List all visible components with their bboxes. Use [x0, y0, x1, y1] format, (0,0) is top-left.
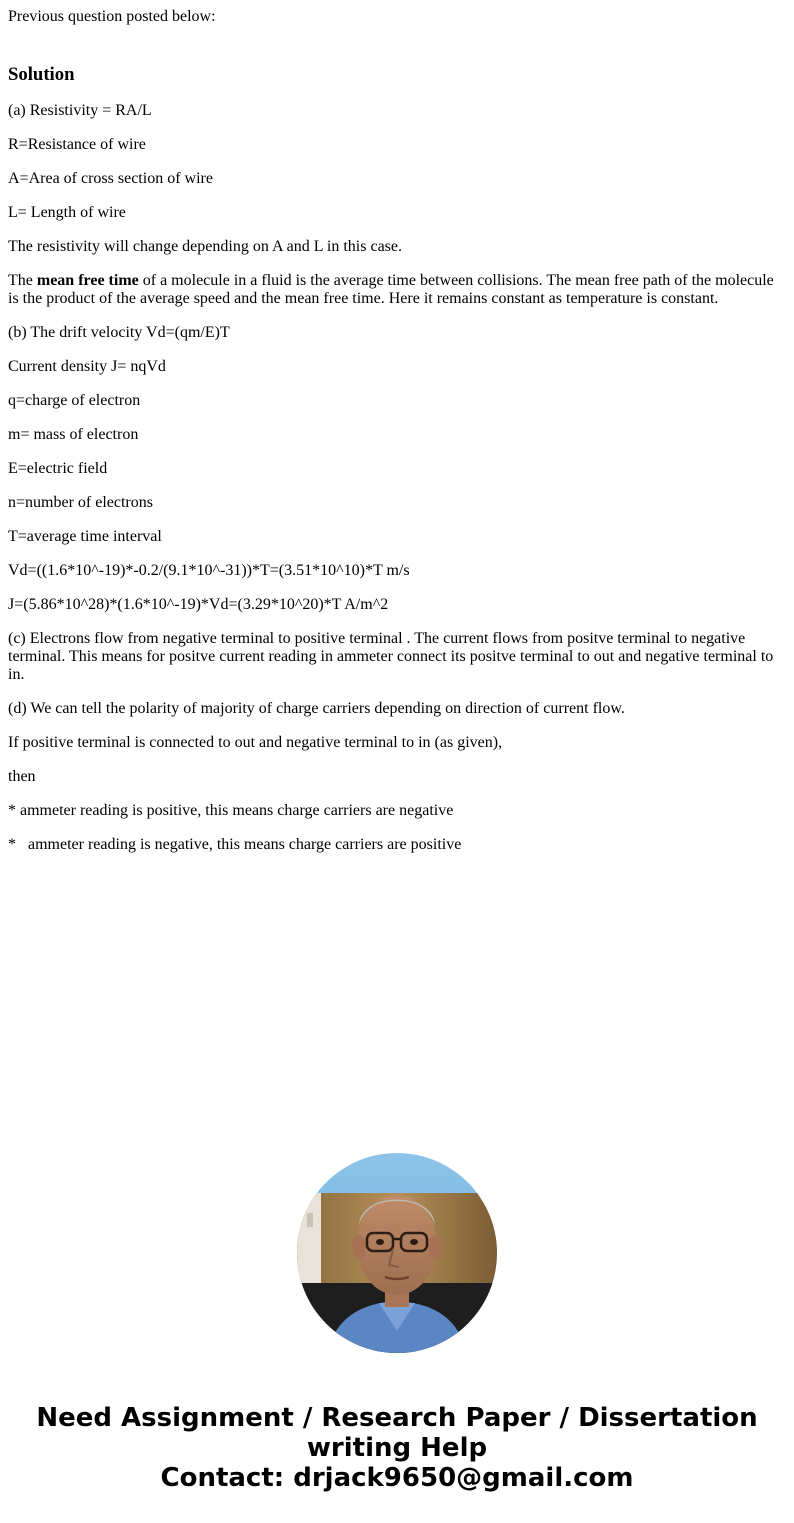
answer-paragraph: * ammeter reading is negative, this means charge carriers are positive	[8, 836, 462, 853]
solution-heading: Solution	[8, 64, 75, 85]
answer-paragraph: E=electric field	[8, 460, 108, 477]
answer-text: The	[8, 272, 37, 289]
answer-paragraph: (a) Resistivity = RA/L	[8, 102, 152, 119]
answer-paragraph: (d) We can tell the polarity of majority of charge carriers depending on direction of current flow.	[8, 700, 625, 717]
bold-term: mean free time	[36, 272, 139, 289]
answer-paragraph: * ammeter reading is positive, this means charge carriers are negative	[8, 802, 454, 819]
answer-paragraph: m= mass of electron	[8, 426, 139, 443]
answer-paragraph: q=charge of electron	[8, 392, 141, 409]
answer-paragraph: (b) The drift velocity Vd=(qm/E)T	[8, 324, 230, 341]
avatar-portrait	[297, 1153, 497, 1353]
promo-footer	[0, 1403, 794, 1493]
answer-paragraph: A=Area of cross section of wire	[8, 170, 213, 187]
answer-paragraph: The resistivity will change depending on A and L in this case.	[8, 238, 402, 255]
page-content	[8, 0, 786, 854]
answer-text: of a molecule in a fluid is the average time between collisions. The mean free path of the molecule is the product of the average speed and the mean free time. Here it remains constant as temperature is constant.	[8, 272, 774, 307]
intro-text: Previous question posted below:	[8, 8, 216, 25]
answer-paragraph: J=(5.86*10^28)*(1.6*10^-19)*Vd=(3.29*10^20)*T A/m^2	[8, 596, 389, 613]
answer-paragraph: then	[8, 768, 36, 785]
answer-paragraph: (c) Electrons flow from negative terminal to positive terminal . The current flows from positve terminal to negative terminal. This means for positve current reading in ammeter connect its positve terminal to out and negative terminal to in.	[8, 630, 774, 683]
contact-line: Contact: drjack9650@gmail.com	[160, 1463, 634, 1493]
answer-paragraph: If positive terminal is connected to out and negative terminal to in (as given),	[8, 734, 503, 751]
solution-body	[8, 102, 786, 854]
answer-paragraph: n=number of electrons	[8, 494, 153, 511]
answer-paragraph: T=average time interval	[8, 528, 162, 545]
answer-paragraph: L= Length of wire	[8, 204, 126, 221]
answer-paragraph: Current density J= nqVd	[8, 358, 166, 375]
mean-free-time-paragraph	[8, 272, 786, 308]
promo-line: writing Help	[306, 1433, 488, 1463]
answer-paragraph: R=Resistance of wire	[8, 136, 146, 153]
promo-line: Need Assignment / Research Paper / Dissertation	[36, 1403, 758, 1433]
answer-paragraph: Vd=((1.6*10^-19)*-0.2/(9.1*10^-31))*T=(3.51*10^10)*T m/s	[8, 562, 410, 579]
avatar	[297, 1153, 497, 1353]
